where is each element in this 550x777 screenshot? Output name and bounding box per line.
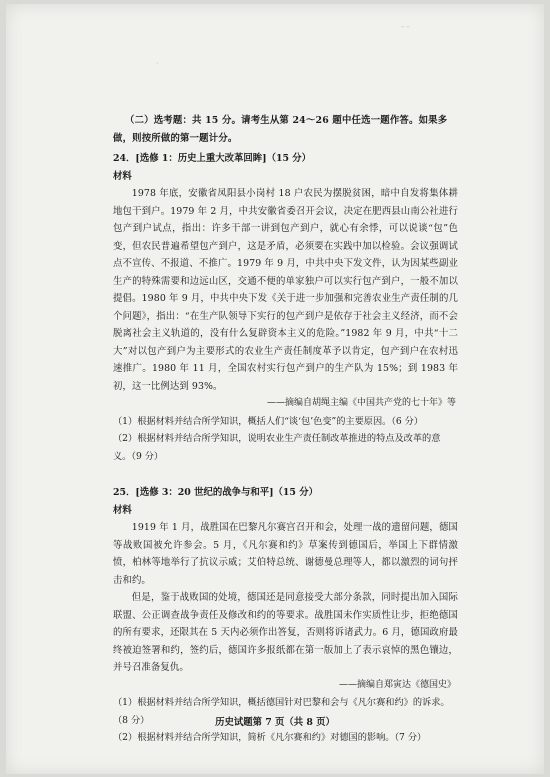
question-25-title: 25．[选修 3：20 世纪的战争与和平]（15 分） <box>113 487 318 498</box>
question-25-source: ——摘编自郑寅达《德国史》 <box>338 679 456 690</box>
page-content <box>113 112 458 747</box>
exam-page <box>6 4 544 774</box>
bleed-through-mark: · <box>156 59 159 68</box>
question-25-task-1: （1）根据材料并结合所学知识，概括德国针对巴黎和会与《凡尔赛和约》的诉求。（8 分） <box>113 697 450 726</box>
section-header: （二）选考题：共 15 分。请考生从第 24～26 题中任选一题作答。如果多做，则按所做的第一题计分。 <box>113 115 448 144</box>
material-label: 材料 <box>113 170 132 182</box>
question-25-material-2: 但是，鉴于战败国的处境，德国还是同意接受大部分条款，同时提出加入国际联盟、公正调查战争责任及修改和约的等要求。战胜国未作实质性让步，拒绝德国的所有要求，还限其在 5 天内必须作出答复，否则将诉诸武力。6 月，德国政府最终被迫签署和约，签约后，德国许多报纸都在第一版加上了表示哀悼的黑色镶边，并号召准备复仇。 <box>113 592 458 673</box>
material-label: 材料 <box>113 504 132 516</box>
page-footer: 历史试题第 7 页（共 8 页） <box>215 717 335 728</box>
bleed-through-text: ᵔ ᵔ <box>401 24 410 33</box>
question-25-task-2: （2）根据材料并结合所学知识，简析《凡尔赛和约》对德国的影响。（7 分） <box>113 732 427 743</box>
question-24-title: 24．[选修 1：历史上重大改革回眸]（15 分） <box>113 153 312 164</box>
question-25-material-1: 1919 年 1 月，战胜国在巴黎凡尔赛宫召开和会，处理一战的遗留问题，德国等战败国被允许参会。5 月，《凡尔赛和约》草案传到德国后，举国上下群情激愤，柏林等地举行了抗议示威；艾伯特总统、谢德曼总理等人，都以激烈的词句抨击和约。 <box>113 522 458 586</box>
question-24-task-1: （1）根据材料并结合所学知识，概括人们“谈‘包’色变”的主要原因。（6 分） <box>113 415 424 427</box>
question-24-task-2: （2）根据材料并结合所学知识，说明农业生产责任制改革推进的特点及改革的意义。（9 分） <box>113 433 441 462</box>
question-24-material: 1978 年底，安徽省凤阳县小岗村 18 户农民为摆脱贫困，暗中自发将集体耕地包干到户。1979 年 2 月，中共安徽省委召开会议，决定在肥西县山南公社进行包产到户试点，指出：许多干部一讲到包产到户，就心有余悸，可以说谈“包”色变，但农民普遍希望包产到户，这是矛盾，必须要在实践中加以检验。会议强调试点不宣传、不报道、不推广。1979 年 9 月，中共中央下发文件，认为因某些副业生产的特殊需要和边远山区，交通不便的单家独户可以实行包产到户，一般不加以提倡。1980 年 9 月，中共中央下发《关于进一步加强和完善农业生产责任制的几个问题》，指出：“在生产队领导下实行的包产到户是依存于社会主义经济，而不会脱离社会主义轨道的，没有什么复辟资本主义的危险。”1982 年 9 月，中共“十二大”对以包产到户为主要形式的农业生产责任制度革予以肯定，包产到户在农村迅速推广。1980 年 11 月，全国农村实行包产到户的生产队为 15%；到 1983 年初，这一比例达到 93%。 <box>113 188 458 392</box>
spacer <box>113 465 458 481</box>
question-24-source: ——摘编自胡绳主编《中国共产党的七十年》等 <box>266 398 456 408</box>
